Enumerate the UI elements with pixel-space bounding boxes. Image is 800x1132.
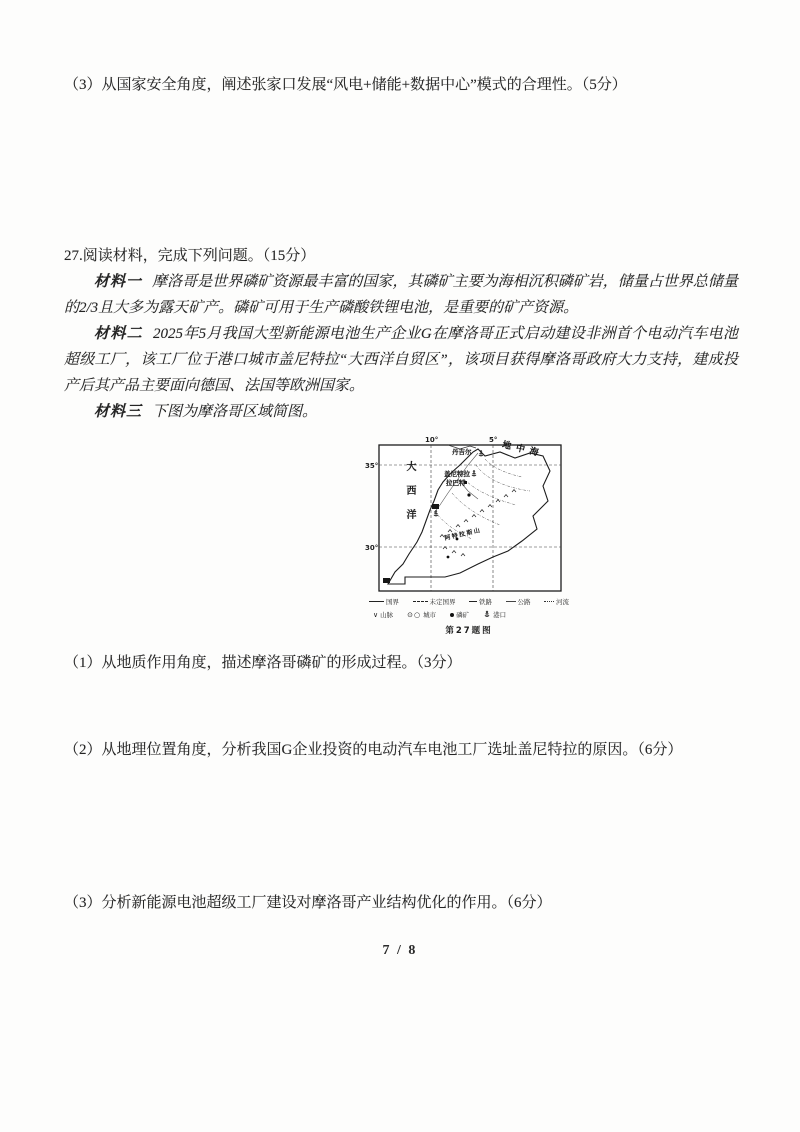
boundary-line-symbol	[369, 601, 384, 602]
legend-label: 国界	[386, 598, 399, 606]
legend-label: 铁路	[479, 598, 492, 606]
question-27-intro: 27.阅读材料，完成下列问题。（15分）	[64, 248, 316, 264]
legend-label: 港口	[493, 611, 507, 619]
page-number: 7 / 8	[382, 943, 418, 958]
material-2	[64, 321, 738, 399]
highway-line-symbol	[506, 601, 516, 602]
legend-item-undefined-boundary	[413, 597, 456, 606]
map-legend	[369, 597, 569, 619]
legend-item-port	[483, 610, 506, 619]
city-icon: ⊙○	[407, 610, 422, 619]
lat-tick-35: 35°	[365, 462, 379, 470]
railway-line-symbol	[469, 601, 477, 602]
lon-tick-5: 5°	[489, 436, 498, 444]
material-1-text: 摩洛哥是世界磷矿资源最丰富的国家，其磷矿主要为海相沉积磷矿岩，储量占世界总储量的2/3且大多为露天矿产。磷矿可用于生产磷酸铁锂电池，是重要的矿产资源。	[64, 274, 738, 316]
material-1	[64, 269, 738, 321]
legend-label: 河流	[556, 598, 569, 606]
material-3-label: 材料三	[94, 404, 143, 420]
legend-label: 磷矿	[456, 611, 470, 619]
material-2-label: 材料二	[94, 326, 143, 342]
legend-label: 山脉	[380, 611, 394, 619]
legend-item-boundary	[369, 597, 399, 606]
legend-item-phosphate	[450, 610, 469, 619]
material-1-label: 材料一	[94, 274, 143, 290]
question-27-block	[64, 243, 738, 916]
question-27-sub3: （3）分析新能源电池超级工厂建设对摩洛哥产业结构优化的作用。（6分）	[64, 895, 552, 911]
undefined-boundary-symbol	[413, 601, 428, 602]
port-anchor-icon	[483, 610, 491, 619]
material-3	[64, 399, 738, 425]
question-26-part3: （3）从国家安全角度，阐述张家口发展“风电+储能+数据中心”模式的合理性。（5分）	[64, 77, 627, 93]
phosphate-mine-icon	[450, 613, 454, 617]
lon-tick-10: 10°	[425, 436, 439, 444]
legend-item-mountain	[373, 610, 393, 619]
legend-row-symbols	[369, 610, 569, 619]
legend-item-highway	[506, 597, 531, 606]
question-27-sub1: （1）从地质作用角度，描述摩洛哥磷矿的形成过程。（3分）	[64, 655, 462, 671]
atlantic-ocean-label: 大西洋	[404, 461, 415, 533]
atlas-mountains-label: 阿特拉斯山	[443, 526, 483, 543]
river-line-symbol	[544, 601, 554, 602]
mountain-icon: ∨	[373, 610, 379, 619]
morocco-region-map	[364, 433, 574, 636]
southern-coastal-marker	[383, 578, 390, 583]
legend-label: 公路	[517, 598, 531, 606]
legend-label: 未定国界	[429, 598, 456, 606]
map-caption: 第27题图	[445, 626, 493, 636]
tangier-label: 丹吉尔	[452, 448, 472, 456]
rabat-label: 拉巴特	[446, 479, 466, 487]
question-27-sub2: （2）从地理位置角度，分析我国G企业投资的电动汽车电池工厂选址盖尼特拉的原因。（6分）	[64, 742, 683, 758]
legend-item-railway	[469, 597, 492, 606]
lat-tick-30: 30°	[365, 544, 379, 552]
legend-row-lines	[369, 597, 569, 606]
coastal-city-marker	[432, 504, 439, 509]
legend-label: 城市	[423, 611, 437, 619]
material-2-text: 2025年5月我国大型新能源电池生产企业G在摩洛哥正式启动建设非洲首个电动汽车电池超级工厂，该工厂位于港口城市盖尼特拉“大西洋自贸区”，该项目获得摩洛哥政府大力支持，建成投产后其产品主要面向德国、法国等欧洲国家。	[64, 326, 738, 394]
legend-item-city	[407, 610, 436, 619]
kenitra-label: 盖尼特拉	[444, 470, 470, 478]
material-3-text: 下图为摩洛哥区域简图。	[152, 404, 318, 420]
mediterranean-sea-label: 地中海	[501, 440, 545, 460]
legend-item-river	[544, 597, 569, 606]
